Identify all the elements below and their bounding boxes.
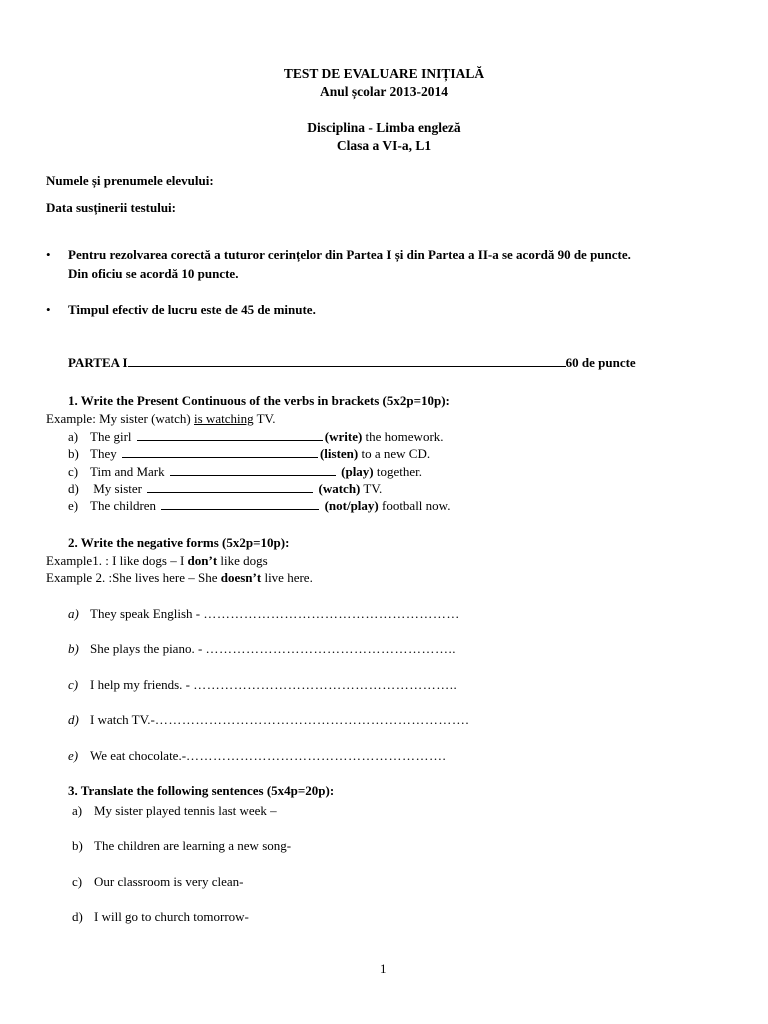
instruction-2: Timpul efectiv de lucru este de 45 de minute. bbox=[68, 302, 316, 317]
exercise-3-item-d: d) I will go to church tomorrow- bbox=[72, 909, 249, 924]
exercise-2-example-2: Example 2. :She lives here – She doesn’t live here. bbox=[46, 570, 313, 585]
answer-blank[interactable] bbox=[170, 464, 336, 476]
exercise-1-item-e: e) The children (not/play) football now. bbox=[68, 498, 451, 513]
answer-blank[interactable] bbox=[161, 498, 319, 510]
discipline: Disciplina - Limba engleză bbox=[307, 120, 461, 135]
student-name-label: Numele și prenumele elevului: bbox=[46, 173, 214, 188]
exercise-3-item-c: c) Our classroom is very clean- bbox=[72, 874, 244, 889]
answer-blank[interactable] bbox=[147, 481, 313, 493]
exercise-2-item-a: a) They speak English - ………………………………………………… bbox=[68, 606, 460, 621]
test-date-label: Data susținerii testului: bbox=[46, 200, 176, 215]
exercise-1-item-a: a) The girl (write) the homework. bbox=[68, 429, 444, 444]
exercise-1-item-b: b) They (listen) to a new CD. bbox=[68, 446, 431, 461]
exercise-2-title: 2. Write the negative forms (5x2p=10p): bbox=[68, 535, 290, 550]
exercise-1-example: Example: My sister (watch) is watching TV. bbox=[46, 411, 276, 426]
part-label: PARTEA I bbox=[68, 355, 128, 370]
class-level: Clasa a VI-a, L1 bbox=[336, 138, 432, 153]
bullet-icon: • bbox=[46, 247, 51, 262]
page-number: 1 bbox=[380, 961, 387, 976]
exercise-2-item-d: d) I watch TV.-……………………………………………………………. bbox=[68, 712, 470, 727]
exercise-2-example-1: Example1. : I like dogs – I don’t like dogs bbox=[46, 553, 268, 568]
exercise-2-item-e: e) We eat chocolate.-…………………………………………………. bbox=[68, 748, 447, 763]
exercise-2-item-c: c) I help my friends. - ………………………………………………….. bbox=[68, 677, 458, 692]
part-heading bbox=[68, 354, 636, 371]
exercise-1-item-d: d) My sister (watch) TV. bbox=[68, 481, 383, 496]
exercise-3-item-b: b) The children are learning a new song- bbox=[72, 838, 292, 853]
exercise-1-title: 1. Write the Present Continuous of the verbs in brackets (5x2p=10p): bbox=[68, 393, 450, 408]
instruction-1-line2: Din oficiu se acordă 10 puncte. bbox=[68, 266, 239, 281]
doc-title: TEST DE EVALUARE INIȚIALĂ bbox=[283, 66, 485, 81]
exercise-1-item-c: c) Tim and Mark (play) together. bbox=[68, 464, 423, 479]
bullet-icon: • bbox=[46, 302, 51, 317]
exercise-3-title: 3. Translate the following sentences (5x4p=20p): bbox=[68, 783, 335, 798]
answer-blank[interactable] bbox=[137, 429, 323, 441]
school-year: Anul școlar 2013-2014 bbox=[319, 84, 448, 99]
part-points: 60 de puncte bbox=[565, 355, 636, 370]
answer-blank[interactable] bbox=[122, 446, 318, 458]
instruction-1-line1: Pentru rezolvarea corectă a tuturor cerințelor din Partea I și din Partea a II-a se acordă 90 de puncte. bbox=[68, 247, 631, 262]
exercise-2-item-b: b) She plays the piano. - ……………………………………………….. bbox=[68, 641, 457, 656]
exercise-3-item-a: a) My sister played tennis last week – bbox=[72, 803, 277, 818]
part-underline bbox=[128, 354, 566, 367]
